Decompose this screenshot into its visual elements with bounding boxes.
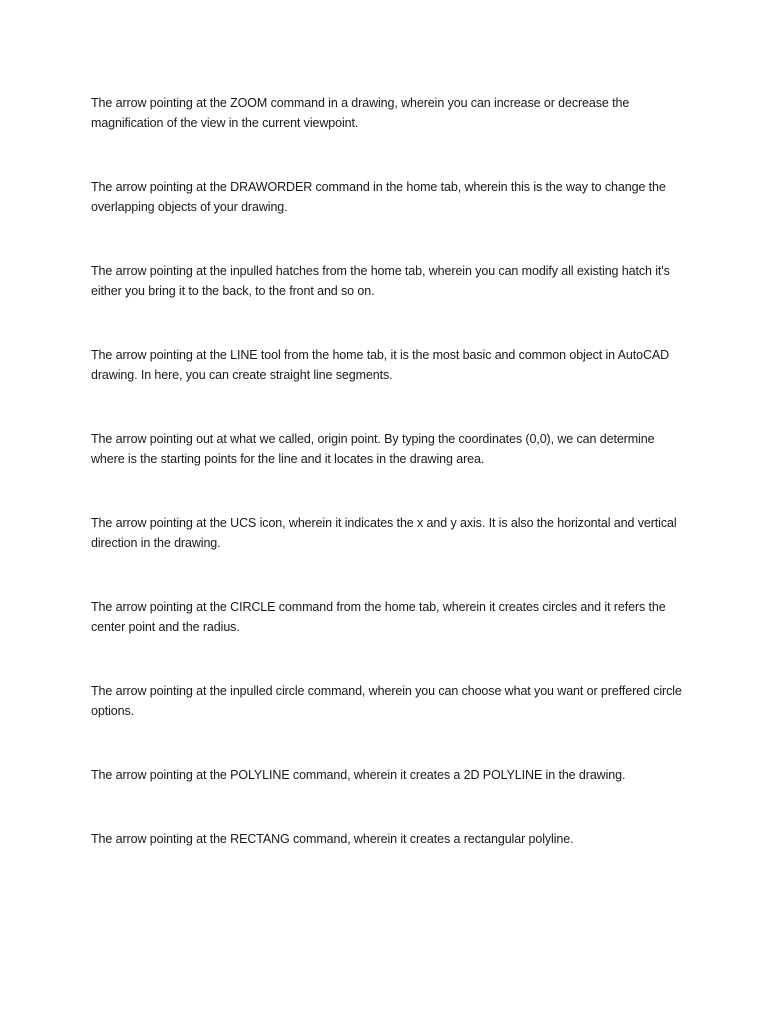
paragraph-line-tool: The arrow pointing at the LINE tool from the home tab, it is the most basic and common object in AutoCAD drawing. In here, you can create straight line segments. bbox=[91, 348, 670, 382]
paragraph-zoom: The arrow pointing at the ZOOM command in a drawing, wherein you can increase or decrease the magnification of the view in the current viewpoint. bbox=[91, 96, 630, 130]
paragraph-circle-options: The arrow pointing at the inpulled circle command, wherein you can choose what you want or preffered circle options. bbox=[91, 684, 682, 718]
paragraph-hatches: The arrow pointing at the inpulled hatches from the home tab, wherein you can modify all existing hatch it's either you bring it to the back, to the front and so on. bbox=[91, 264, 670, 298]
paragraph-circle-command: The arrow pointing at the CIRCLE command from the home tab, wherein it creates circles and it refers the center point and the radius. bbox=[91, 600, 666, 634]
paragraph-draworder: The arrow pointing at the DRAWORDER command in the home tab, wherein this is the way to change the overlapping objects of your drawing. bbox=[91, 180, 666, 214]
paragraph-ucs-icon: The arrow pointing at the UCS icon, wherein it indicates the x and y axis. It is also the horizontal and vertical direction in the drawing. bbox=[91, 516, 677, 550]
paragraph-list bbox=[91, 93, 691, 849]
paragraph-rectang: The arrow pointing at the RECTANG command, wherein it creates a rectangular polyline. bbox=[91, 832, 574, 846]
paragraph-origin-point: The arrow pointing out at what we called, origin point. By typing the coordinates (0,0), we can determine where is the starting points for the line and it locates in the drawing area. bbox=[91, 432, 655, 466]
paragraph-polyline: The arrow pointing at the POLYLINE command, wherein it creates a 2D POLYLINE in the drawing. bbox=[91, 768, 626, 782]
